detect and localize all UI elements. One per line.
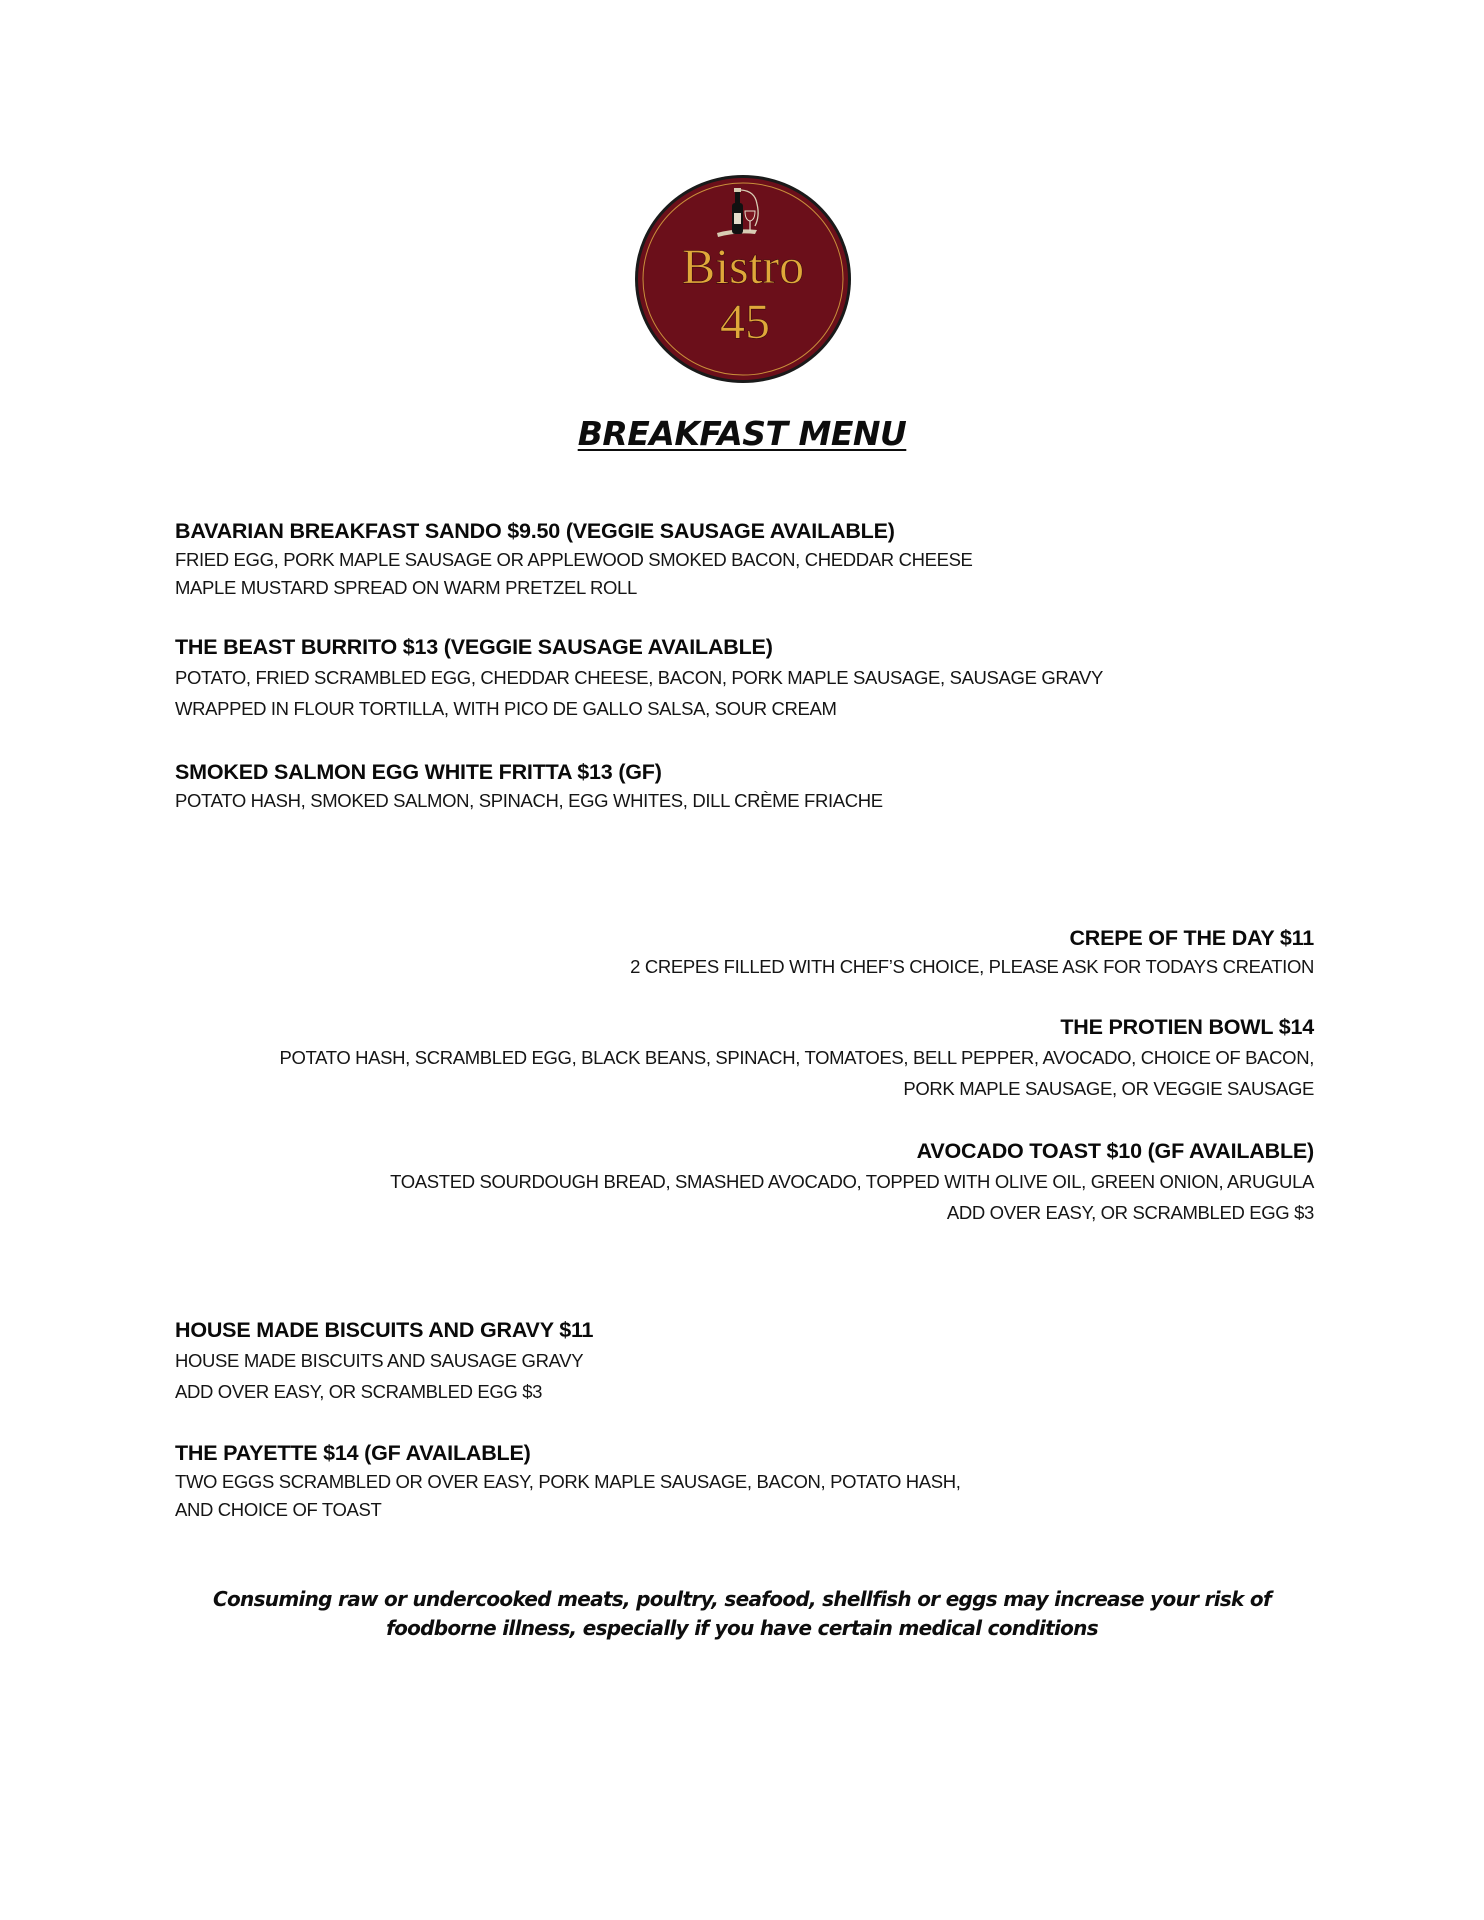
menu-item-name: BAVARIAN BREAKFAST SANDO $9.50 (VEGGIE SAUSAGE AVAILABLE)	[175, 519, 895, 543]
menu-item-description-line: TWO EGGS SCRAMBLED OR OVER EASY, PORK MAPLE SAUSAGE, BACON, POTATO HASH,	[175, 1471, 961, 1492]
menu-item-name: SMOKED SALMON EGG WHITE FRITTA $13 (GF)	[175, 760, 662, 784]
menu-item-description-line: 2 CREPES FILLED WITH CHEF’S CHOICE, PLEASE ASK FOR TODAYS CREATION	[630, 956, 1314, 977]
menu-item-biscuits-and-gravy	[175, 1315, 593, 1407]
menu-item-name: HOUSE MADE BISCUITS AND GRAVY $11	[175, 1318, 594, 1342]
menu-item-description-line: HOUSE MADE BISCUITS AND SAUSAGE GRAVY	[175, 1350, 584, 1371]
menu-item-description-line: WRAPPED IN FLOUR TORTILLA, WITH PICO DE GALLO SALSA, SOUR CREAM	[175, 698, 837, 719]
menu-item-description-line: AND CHOICE OF TOAST	[175, 1499, 382, 1520]
logo-number-text: 45	[720, 293, 770, 349]
menu-item-crepe-of-the-day	[630, 923, 1314, 981]
menu-item-avocado-toast	[390, 1136, 1314, 1228]
menu-item-name: AVOCADO TOAST $10 (GF AVAILABLE)	[916, 1139, 1314, 1163]
menu-item-protien-bowl	[279, 1012, 1314, 1104]
bistro-45-logo	[633, 173, 853, 385]
menu-title	[0, 414, 1484, 453]
menu-item-description-line: POTATO HASH, SCRAMBLED EGG, BLACK BEANS, SPINACH, TOMATOES, BELL PEPPER, AVOCADO, CHOICE OF BACON,	[279, 1047, 1314, 1068]
menu-item-description-line: POTATO HASH, SMOKED SALMON, SPINACH, EGG WHITES, DILL CRÈME FRIACHE	[175, 790, 883, 811]
menu-item-description-line: MAPLE MUSTARD SPREAD ON WARM PRETZEL ROLL	[175, 577, 637, 598]
menu-item-description-line: ADD OVER EASY, OR SCRAMBLED EGG $3	[175, 1381, 543, 1402]
disclaimer-line: Consuming raw or undercooked meats, poultry, seafood, shellfish or eggs may increase your risk of	[213, 1587, 1271, 1611]
menu-item-name: THE BEAST BURRITO $13 (VEGGIE SAUSAGE AVAILABLE)	[175, 635, 773, 659]
menu-item-smoked-salmon-fritta	[175, 757, 883, 815]
menu-item-description-line: PORK MAPLE SAUSAGE, OR VEGGIE SAUSAGE	[903, 1078, 1314, 1099]
menu-item-description-line: ADD OVER EASY, OR SCRAMBLED EGG $3	[946, 1202, 1314, 1223]
menu-item-description-line: POTATO, FRIED SCRAMBLED EGG, CHEDDAR CHEESE, BACON, PORK MAPLE SAUSAGE, SAUSAGE GRAVY	[175, 667, 1104, 688]
menu-item-description-line: TOASTED SOURDOUGH BREAD, SMASHED AVOCADO, TOPPED WITH OLIVE OIL, GREEN ONION, ARUGULA	[390, 1171, 1314, 1192]
disclaimer-line: foodborne illness, especially if you have certain medical conditions	[386, 1616, 1098, 1640]
menu-item-name: CREPE OF THE DAY $11	[1069, 926, 1314, 950]
menu-item-name: THE PAYETTE $14 (GF AVAILABLE)	[175, 1441, 531, 1465]
food-safety-disclaimer	[0, 1585, 1484, 1643]
menu-item-name: THE PROTIEN BOWL $14	[1060, 1015, 1314, 1039]
menu-item-the-payette	[175, 1438, 961, 1524]
menu-item-beast-burrito	[175, 632, 1103, 724]
menu-item-description-line: FRIED EGG, PORK MAPLE SAUSAGE OR APPLEWOOD SMOKED BACON, CHEDDAR CHEESE	[175, 549, 973, 570]
logo-name-text: Bistro	[681, 238, 805, 294]
menu-item-bavarian-breakfast-sando	[175, 516, 973, 602]
menu-title-text: BREAKFAST MENU	[577, 414, 907, 453]
